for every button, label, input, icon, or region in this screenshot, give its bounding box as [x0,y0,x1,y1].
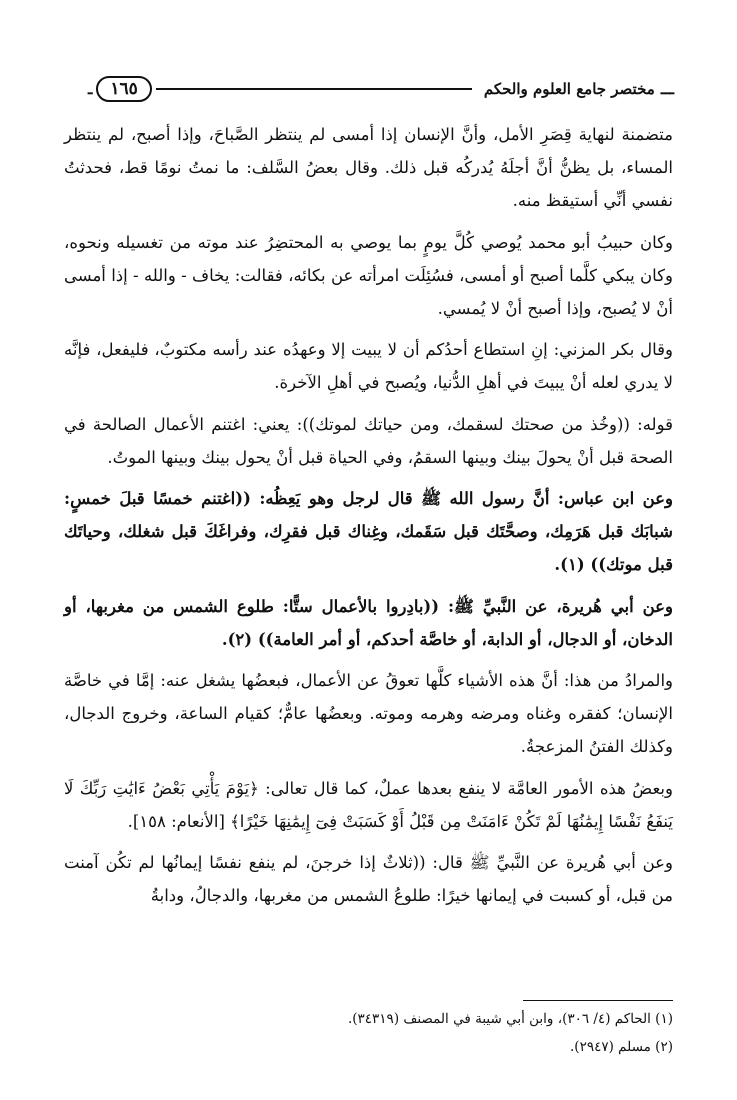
paragraph: وعن أبي هُريرة عن النَّبيِّ ﷺ قال: ((ثلاثٌ إذا خرجنَ، لم ينفع نفسًا إيمانُها لم تكُن آمنت من قبل، أو كسبت في إيمانها خيرًا: طلوعُ الشمس من مغربها، والدجالُ، ودابةُ [64,853,673,906]
paragraph: وبعضُ هذه الأمور العامَّة لا ينفع بعدها عملٌ، كما قال تعالى: ﴿يَوْمَ يَأْتِي بَعْضُ ءَايَٰتِ رَبِّكَ لَا يَنفَعُ نَفْسًا إِيمَٰنُهَا لَمْ تَكُنْ ءَامَنَتْ مِن قَبْلُ أَوْ كَسَبَتْ فِىٓ إِيمَٰنِهَا خَيْرًا﴾ [الأنعام: ١٥٨]. [64,778,673,831]
paragraph: وكان حبيبُ أبو محمد يُوصي كُلَّ يومٍ بما يوصي به المحتضِرُ عند موته من تغسيله ونحوه، وكان يبكي كلَّما أصبح أو أمسى، فسُئِلَت امرأته عن بكائه، فقالت: يخاف - والله - إذا أمسى أنْ لا يُصبح، وإذا أصبح أنْ لا يُمسي. [64,232,673,319]
footnote-rule [523,1000,673,1001]
paragraph: قوله: ((وخُذ من صحتك لسقمك، ومن حياتك لموتك)): يعني: اغتنم الأعمال الصالحة في الصحة قبل أنْ يحولَ بينك وبينها السقمُ، وفي الحياة قبل أنْ يحول بينك وبينها الموتُ. [64,414,673,467]
paragraph: وعن ابن عباس: أنَّ رسول الله ﷺ قال لرجل وهو يَعِظُه: ((اغتنم خمسًا قبلَ خمسٍ: شبابَك قبل هَرَمِك، وصحَّتَك قبل سَقَمك، وغِناك قبل فقرِك، وفراغَكَ قبل شغلك، وحياتَك قبل موتك)) (١). [64,489,673,575]
header-dash-left: ـ [88,80,93,98]
paragraph: وقال بكر المزني: إنِ استطاع أحدُكم أن لا يبيت إلا وعهدُه عند رأسه مكتوبٌ، فليفعل، فإنَّه لا يدري لعله أنْ يبيتَ في أهلِ الدُّنيا، ويُصبح في أهلِ الآخرة. [64,340,673,393]
footnotes [64,1000,673,1061]
paragraph: والمرادُ من هذا: أنَّ هذه الأشياء كلَّها تعوقُ عن الأعمال، فبعضُها يشغل عنه: إمَّا في خاصَّة الإنسان؛ كفقره وغناه ومرضه وهرمه وموته. وبعضُها عامٌّ؛ كقيام الساعة، وخروج الدجال، وكذلك الفتنُ المزعجةُ. [64,671,673,757]
main-text [64,118,673,920]
paragraph: وعن أبي هُريرة، عن النَّبيِّ ﷺ: ((بادِروا بالأعمال ستًّا: طلوع الشمس من مغربها، أو الدخان، أو الدجال، أو الدابة، أو خاصَّة أحدكم، أو أمر العامة)) (٢). [64,596,673,649]
footnote: (١) الحاكم (٤/ ٣٠٦)، وابن أبي شيبة في المصنف (٣٤٣١٩). [347,1011,673,1027]
paragraph: متضمنة لنهاية قِصَرِ الأمل، وأنَّ الإنسان إذا أمسى لم ينتظر الصَّباحَ، وإذا أصبح، لم ينتظر المساء، بل يظنُّ أنَّ أجلَهُ يُدركُه قبل ذلك. وقال بعضُ السَّلف: ما نمتُ نومًا قط، فحدثتُ نفسي أنِّي أستيقظ منه. [64,125,673,211]
header-rule [156,88,472,90]
footnote: (٢) مسلم (٢٩٤٧). [570,1039,673,1055]
running-header [88,72,674,106]
header-dash: ـــ [660,80,674,98]
page-number: ١٦٥ [96,76,151,102]
book-title: مختصر جامع العلوم والحكم [483,80,655,98]
